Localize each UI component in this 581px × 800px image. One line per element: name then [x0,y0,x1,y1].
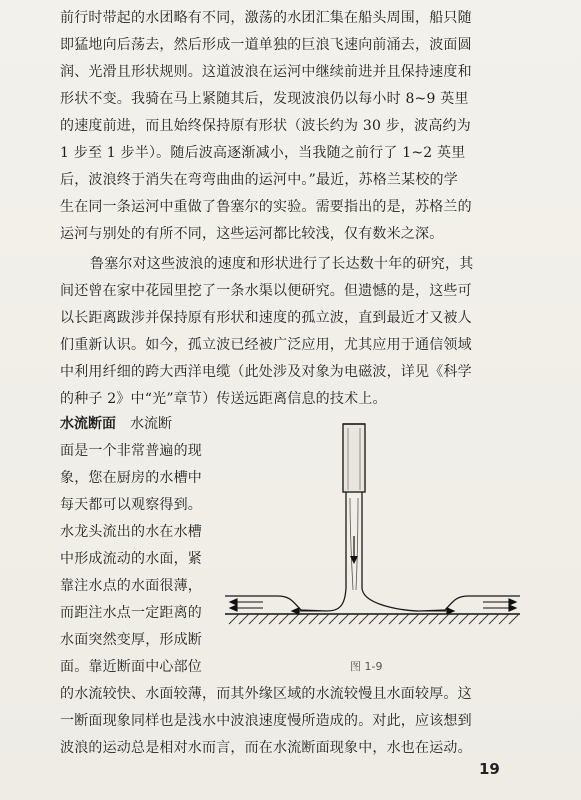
water-stream [225,492,520,616]
text-line: 1 步至 1 步半）。随后波高逐渐减小，当我随之前行了 1~2 英里 [60,145,466,161]
text-line: 中形成流动的水面，紧 [60,551,202,567]
text-line: 水龙头流出的水在水槽 [60,524,202,540]
water-surface-right [362,492,520,611]
text-line: 水面突然变厚，形成断 [60,632,202,648]
text-line: 一断面现象同样也是浅水中波浪速度慢所造成的。对此，应该想到 [60,713,472,729]
text-line: 鲁塞尔对这些波浪的速度和形状进行了长达数十年的研究，其 [90,256,474,272]
text-line: 靠注水点的水面很薄， [60,578,202,594]
text-line: 后，波浪终于消失在弯弯曲曲的运河中。”最近，苏格兰某校的学 [60,172,458,188]
text-line: 即猛地向后荡去，然后形成一道单独的巨浪飞速向前涌去，波面圆 [60,37,472,53]
text-line: 而距注水点一定距离的 [60,605,202,621]
text-line: 波浪的运动总是相对水而言，而在水流断面现象中，水也在运动。 [60,740,472,756]
text-line: 们重新认识。如今，孤立波已经被广泛应用，尤其应用于通信领域 [60,337,472,353]
text-line: 的水流较快、水面较薄，而其外缘区域的水流较慢且水面较厚。这 [60,686,472,702]
flow-arrow-right-icon [421,599,516,614]
text-line: 面是一个非常普遍的现 [60,443,202,459]
text-line: 以长距离跋涉并保持原有形状和速度的孤立波，直到最近才又被人 [60,310,472,326]
text-line: 形状不变。我骑在马上紧随其后，发现波浪仍以每小时 8~9 英里 [60,91,469,107]
text-line: 每天都可以观察得到。 [60,497,202,513]
text-line: 运河与别处的有所不同，这些运河都比较浅，仅有数米之深。 [60,226,444,242]
sink-floor-hatching [229,614,519,624]
page-number: 19 [479,760,500,778]
flow-arrow-left-icon [230,599,325,614]
faucet-pipe [343,424,365,492]
text-line: 象，您在厨房的水槽中 [60,470,202,486]
section-heading-line [60,412,172,436]
hydraulic-jump-figure [215,418,535,680]
text-line: 中利用纤细的跨大西洋电缆（此处涉及对象为电磁波，详见《科学 [60,364,472,380]
figure-caption: 图 1-9 [350,660,383,673]
text-line: 间还曾在家中花园里挖了一条水渠以便研究。但遗憾的是，这些可 [60,283,472,299]
text-line: 面。靠近断面中心部位 [60,659,202,675]
text-line: 的种子 2》中“光”章节）传送远距离信息的技术上。 [60,391,387,407]
water-surface-left [225,492,346,611]
text-line: 生在同一条运河中重做了鲁塞尔的实验。需要指出的是，苏格兰的 [60,199,472,215]
section-heading: 水流断面 [60,416,116,432]
text-line: 的速度前进，而且始终保持原有形状（波长约为 30 步，波高约为 [60,118,471,134]
text-run: 水流断 [130,416,172,432]
text-line: 前行时带起的水团略有不同，激荡的水团汇集在船头周围，船只随 [60,10,472,26]
text-line: 润、光滑且形状规则。这道波浪在运河中继续前进并且保持速度和 [60,64,472,80]
